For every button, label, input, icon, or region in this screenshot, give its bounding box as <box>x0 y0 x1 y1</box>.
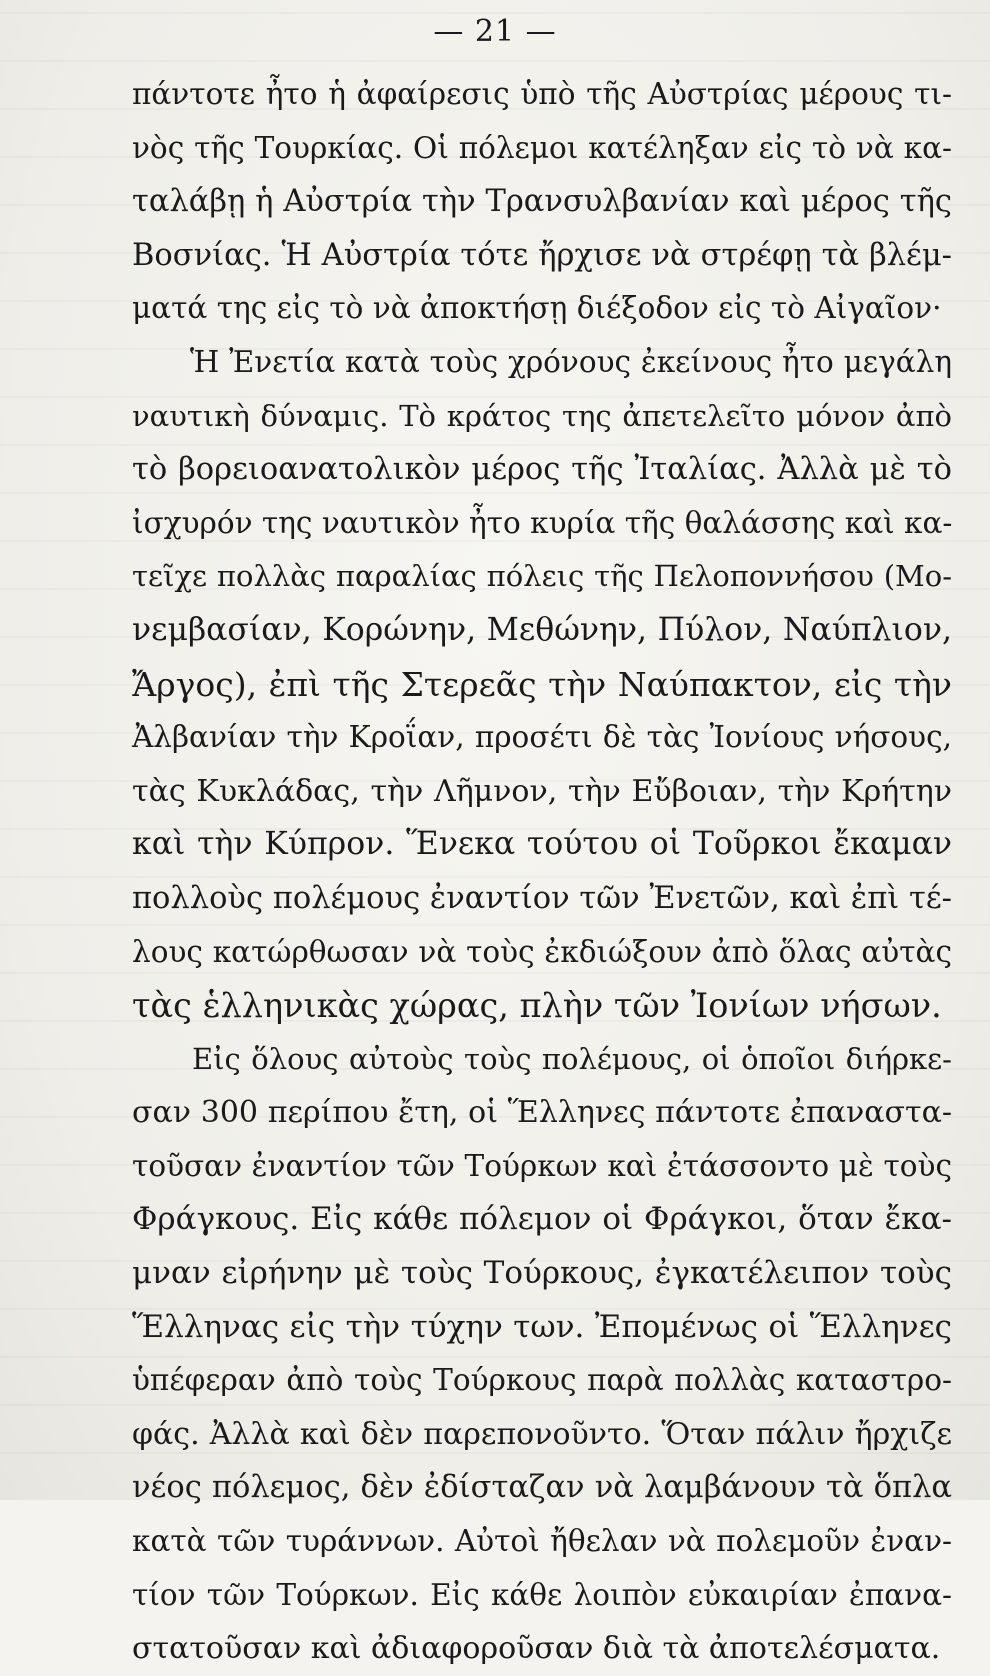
text-line: τοῦσαν ἐναντίον τῶν Τούρκων καὶ ἐτάσσοντο μὲ τοὺς <box>132 1148 952 1183</box>
text-line: κατὰ τῶν τυράννων. Αὐτοὶ ἤθελαν νὰ πολεμοῦν ἐναν- <box>132 1524 952 1559</box>
text-line: πολλοὺς πολέμους ἐναντίον τῶν Ἐνετῶν, καὶ ἐπὶ τέ- <box>132 880 952 916</box>
text-line: τίον τῶν Τούρκων. Εἰς κάθε λοιπὸν εὐκαιρίαν ἐπανα- <box>132 1577 952 1612</box>
text-line: Βοσνίας. Ἡ Αὐστρία τότε ἤρχισε νὰ στρέφῃ τὰ βλέμ- <box>132 237 952 273</box>
text-line: Ἡ Ἐνετία κατὰ τοὺς χρόνους ἐκείνους ἦτο μεγάλη <box>190 344 952 379</box>
text-line: νεμβασίαν, Κορώνην, Μεθώνην, Πύλον, Ναύπλιον, <box>132 611 952 648</box>
page-number: — 21 — <box>433 14 557 49</box>
text-line: τεῖχε πολλὰς παραλίας πόλεις τῆς Πελοποννήσου (Μο- <box>132 559 952 594</box>
text-line: πάντοτε ἦτο ἡ ἀφαίρεσις ὑπὸ τῆς Αὐστρίας μέρους τι- <box>132 77 952 111</box>
body-text <box>132 68 952 1676</box>
text-line: τὰς Κυκλάδας, τὴν Λῆμνον, τὴν Εὔβοιαν, τὴν Κρήτην <box>132 773 952 809</box>
text-line: νέος πόλεμος, δὲν ἐδίσταζαν νὰ λαμβάνουν τὰ ὅπλα <box>132 1470 952 1506</box>
text-line: φάς. Ἀλλὰ καὶ δὲν παρεπονοῦντο. Ὅταν πάλιν ἤρχιζε <box>132 1416 952 1452</box>
text-line: λους κατώρθωσαν νὰ τοὺς ἐκδιώξουν ἀπὸ ὅλας αὐτὰς <box>132 934 952 969</box>
text-line: στατοῦσαν καὶ ἀδιαφοροῦσαν διὰ τὰ ἀποτελέσματα. <box>132 1631 941 1667</box>
text-line: ἰσχυρόν της ναυτικὸν ἦτο κυρία τῆς θαλάσσης καὶ κα- <box>132 505 953 540</box>
text-line: Εἰς ὅλους αὐτοὺς τοὺς πολέμους, οἱ ὁποῖοι διήρκε- <box>192 1041 952 1076</box>
text-line: Φράγκους. Εἰς κάθε πόλεμον οἱ Φράγκοι, ὅταν ἔκα- <box>132 1201 952 1238</box>
text-line: καὶ τὴν Κύπρον. Ἕνεκα τούτου οἱ Τοῦρκοι ἔκαμαν <box>132 826 952 863</box>
text-line: Ἕλληνας εἰς τὴν τύχην των. Ἐπομένως οἱ Ἕλληνες <box>132 1308 952 1345</box>
text-line: Ἀλβανίαν τὴν Κροΐαν, προσέτι δὲ τὰς Ἰονίους νήσους, <box>132 720 952 755</box>
text-line: νὸς τῆς Τουρκίας. Οἱ πόλεμοι κατέληξαν εἰς τὸ νὰ κα- <box>132 130 952 165</box>
text-line: τὰς ἑλληνικὰς χώρας, πλὴν τῶν Ἰονίων νήσων. <box>132 986 942 1026</box>
paragraph-2 <box>132 336 952 1033</box>
text-line: ματά της εἰς τὸ νὰ ἀποκτήσῃ διέξοδον εἰς τὸ Αἰγαῖον· <box>132 291 942 326</box>
text-line: τὸ βορειοανατολικὸν μέρος τῆς Ἰταλίας. Ἀλλὰ μὲ τὸ <box>132 452 952 488</box>
paragraph-1 <box>132 68 952 336</box>
text-line: ὑπέφεραν ἀπὸ τοὺς Τούρκους παρὰ πολλὰς καταστρο- <box>132 1363 952 1398</box>
paragraph-3 <box>132 1033 952 1676</box>
text-line: σαν 300 περίπου ἔτη, οἱ Ἕλληνες πάντοτε ἐπαναστα- <box>132 1095 952 1131</box>
text-line: ναυτικὴ δύναμις. Τὸ κράτος της ἀπετελεῖτο μόνον ἀπὸ <box>132 398 952 433</box>
text-line: μναν εἰρήνην μὲ τοὺς Τούρκους, ἐγκατέλειπον τοὺς <box>132 1255 952 1292</box>
text-line: Ἄργος), ἐπὶ τῆς Στερεᾶς τὴν Ναύπακτον, εἰς τὴν <box>132 664 952 704</box>
text-line: ταλάβῃ ἡ Αὐστρία τὴν Τρανσυλβανίαν καὶ μέρος τῆς <box>132 184 952 220</box>
